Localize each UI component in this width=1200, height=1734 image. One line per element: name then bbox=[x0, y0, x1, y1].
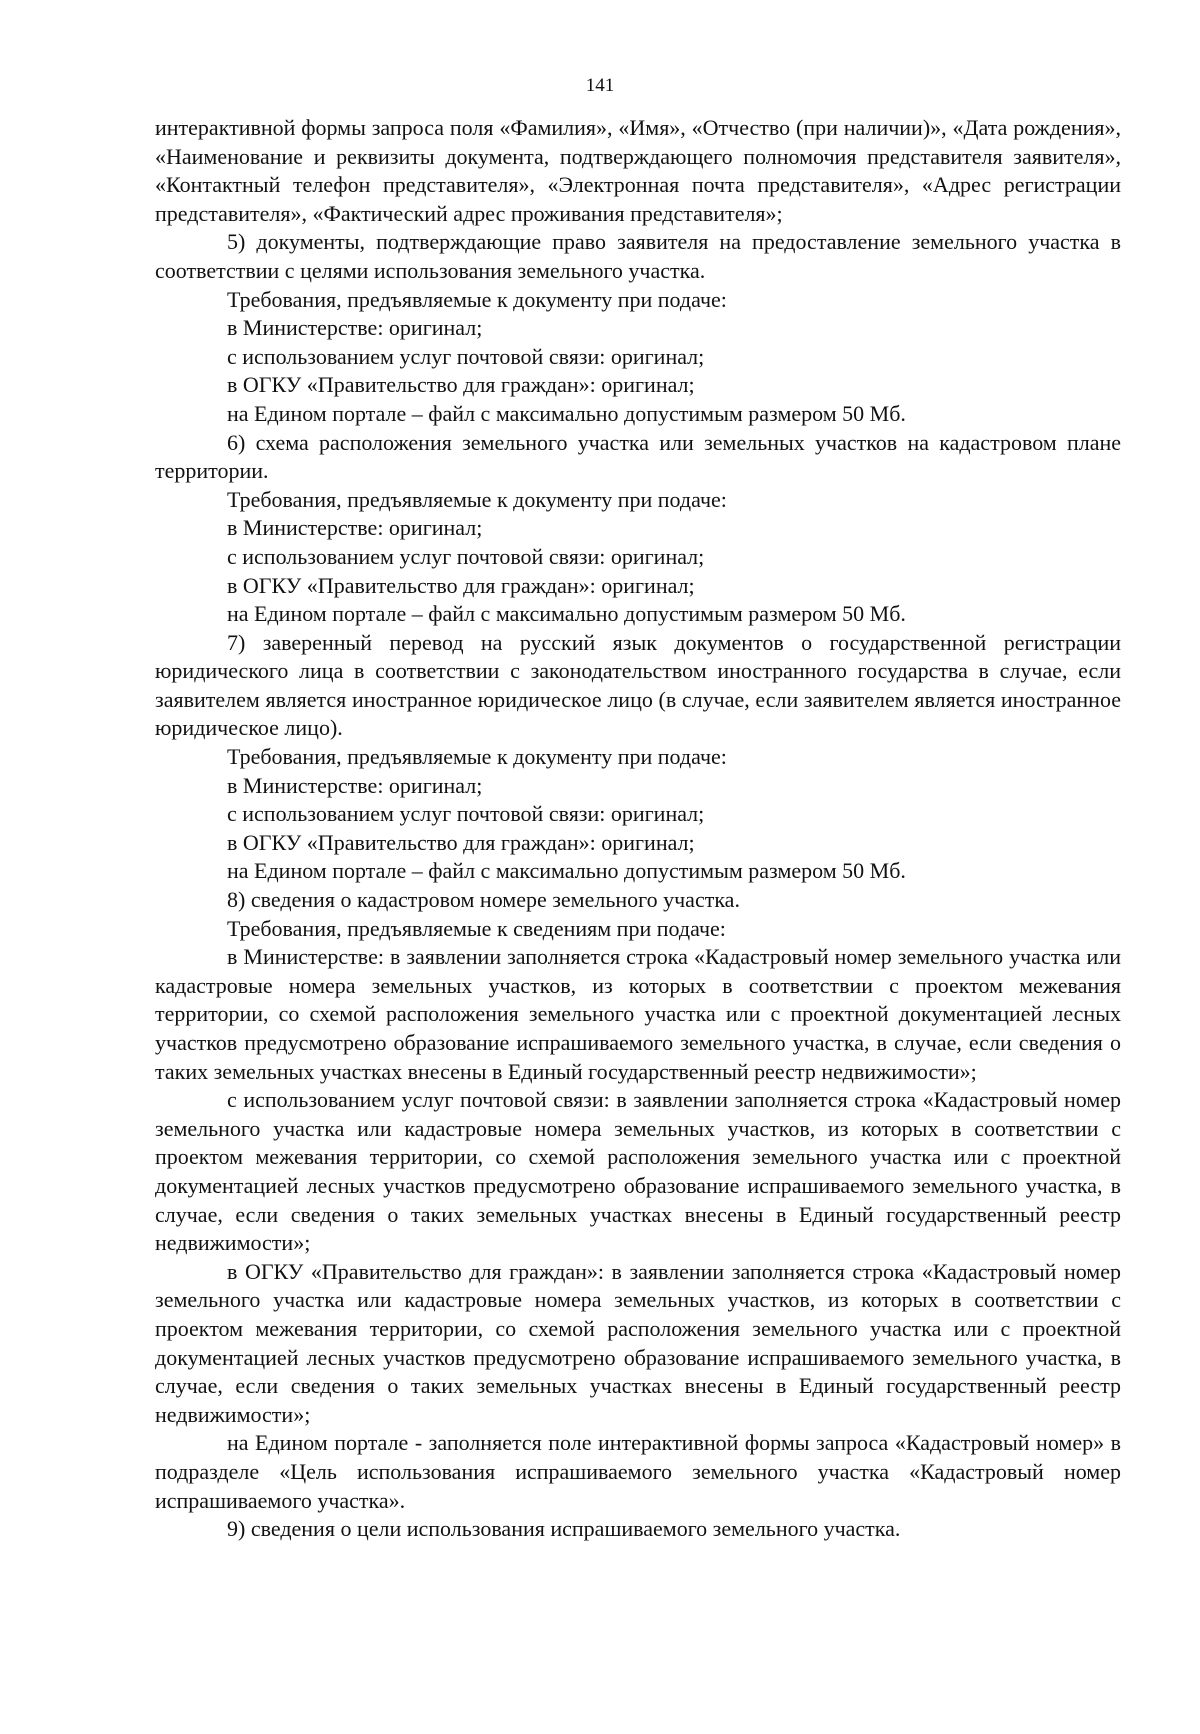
paragraph: с использованием услуг почтовой связи: в заявлении заполняется строка «Кадастровый номер земельного участка или кадастровые номера земельных участков, из которых в соответствии с проектом межевания территории, со схемой расположения земельного участка или с проектной документацией лесных участков предусмотрено образование испрашиваемого земельного участка, в случае, если сведения о таких земельных участках внесены в Единый государственный реестр недвижимости»; bbox=[155, 1087, 1121, 1256]
paragraph: на Едином портале - заполняется поле интерактивной формы запроса «Кадастровый номер» в подразделе «Цель использования испрашиваемого земельного участка «Кадастровый номер испрашиваемого участка». bbox=[155, 1430, 1121, 1513]
paragraph: в ОГКУ «Правительство для граждан»: оригинал; bbox=[227, 372, 695, 398]
document-body bbox=[155, 114, 1121, 1544]
paragraph: в Министерстве: оригинал; bbox=[227, 315, 483, 341]
paragraph: на Едином портале – файл с максимально допустимым размером 50 Мб. bbox=[227, 400, 906, 426]
paragraph: Требования, предъявляемые к документу при подаче: bbox=[227, 286, 727, 312]
paragraph: 7) заверенный перевод на русский язык документов о государственной регистрации юридического лица в соответствии с законодательством иностранного государства в случае, если заявителем является иностранное юридическое лицо (в случае, если заявителем является иностранное юридическое лицо). bbox=[155, 629, 1121, 741]
paragraph: 5) документы, подтверждающие право заявителя на предоставление земельного участка в соответствии с целями использования земельного участка. bbox=[155, 229, 1121, 283]
paragraph: 8) сведения о кадастровом номере земельного участка. bbox=[227, 887, 740, 913]
paragraph: 9) сведения о цели использования испрашиваемого земельного участка. bbox=[227, 1516, 901, 1542]
paragraph: с использованием услуг почтовой связи: оригинал; bbox=[227, 343, 705, 369]
paragraph: в ОГКУ «Правительство для граждан»: оригинал; bbox=[227, 829, 695, 855]
paragraph: на Едином портале – файл с максимально допустимым размером 50 Мб. bbox=[227, 601, 906, 627]
paragraph: с использованием услуг почтовой связи: оригинал; bbox=[227, 801, 705, 827]
paragraph: 6) схема расположения земельного участка или земельных участков на кадастровом плане территории. bbox=[155, 429, 1121, 484]
paragraph: на Едином портале – файл с максимально допустимым размером 50 Мб. bbox=[227, 858, 906, 884]
paragraph: Требования, предъявляемые к сведениям при подаче: bbox=[227, 915, 726, 941]
paragraph: Требования, предъявляемые к документу при подаче: bbox=[227, 744, 727, 770]
paragraph: интерактивной формы запроса поля «Фамилия», «Имя», «Отчество (при наличии)», «Дата рождения», «Наименование и реквизиты документа, подтверждающего полномочия представителя заявителя», «Контактный телефон представителя», «Электронная почта представителя», «Адрес регистрации представителя», «Фактический адрес проживания представителя»; bbox=[155, 115, 1121, 226]
paragraph: в ОГКУ «Правительство для граждан»: оригинал; bbox=[227, 572, 695, 598]
paragraph: в Министерстве: в заявлении заполняется строка «Кадастровый номер земельного участка или кадастровые номера земельных участков, из которых в соответствии с проектом межевания территории, со схемой расположения земельного участка или с проектной документацией лесных участков предусмотрено образование испрашиваемого земельного участка, в случае, если сведения о таких земельных участках внесены в Единый государственный реестр недвижимости»; bbox=[155, 944, 1121, 1084]
paragraph: в ОГКУ «Правительство для граждан»: в заявлении заполняется строка «Кадастровый номер земельного участка или кадастровые номера земельных участков, из которых в соответствии с проектом межевания территории, со схемой расположения земельного участка или с проектной документацией лесных участков предусмотрено образование испрашиваемого земельного участка, в случае, если сведения о таких земельных участках внесены в Единый государственный реестр недвижимости»; bbox=[155, 1258, 1121, 1427]
paragraph: в Министерстве: оригинал; bbox=[227, 515, 483, 541]
paragraph: в Министерстве: оригинал; bbox=[227, 772, 483, 798]
page-number: 141 bbox=[585, 75, 615, 96]
paragraph: с использованием услуг почтовой связи: оригинал; bbox=[227, 543, 705, 569]
paragraph: Требования, предъявляемые к документу при подаче: bbox=[227, 486, 727, 512]
